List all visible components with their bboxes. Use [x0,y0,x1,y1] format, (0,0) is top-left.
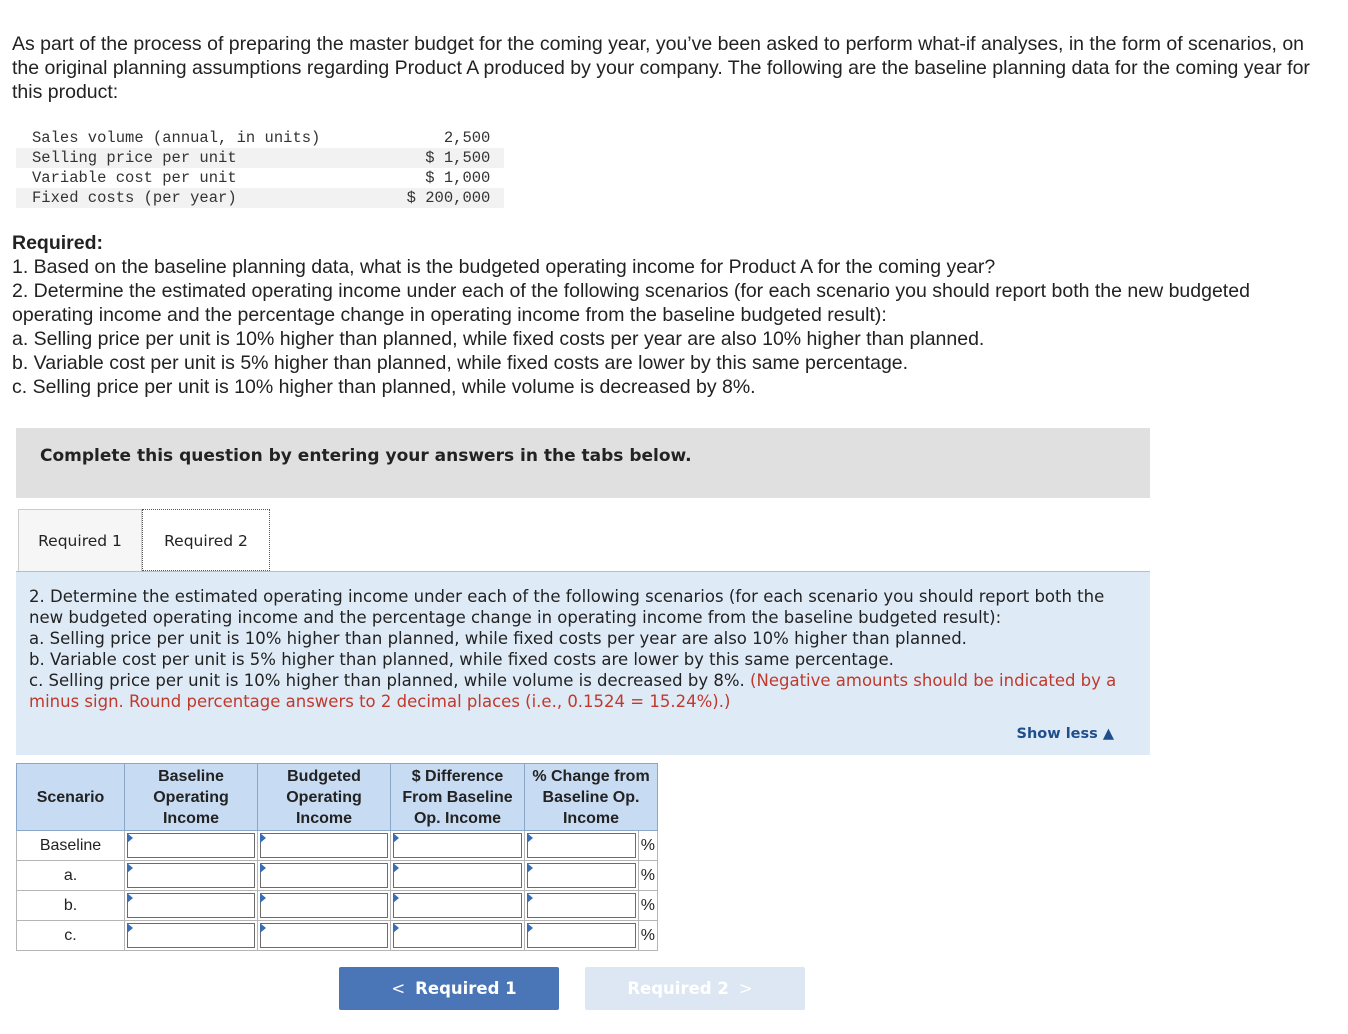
table-row [17,861,658,891]
required-item: 2. Determine the estimated operating income under each of the following scenarios (for each scenario you should report both the new budgeted operating income and the percentage change in operating income from the baseline budgeted result): [12,280,1250,326]
next-required-button[interactable] [585,967,805,1010]
col-header-scenario: Scenario [17,764,125,831]
percent-sign: % [638,891,657,921]
prev-label: Required 1 [415,979,517,998]
required-section [12,231,1312,399]
percent-sign: % [638,831,657,861]
difference-input[interactable] [391,891,525,921]
baseline-row: Fixed costs (per year) $ 200,000 [16,188,504,208]
rounding-note: (Negative amounts should be indicated by a minus sign. Round percentage answers to 2 decimal places (i.e., 0.1524 = 15.24%).) [29,671,1117,711]
table-row [17,831,658,861]
col-header-pct-change: % Change from Baseline Op. Income [525,764,658,831]
pct-change-input[interactable] [525,861,639,891]
table-row [17,921,658,951]
panel-line: b. Variable cost per unit is 5% higher than planned, while fixed costs are lower by this same percentage. [29,650,894,669]
baseline-row: Variable cost per unit $ 1,000 [32,169,491,187]
difference-input[interactable] [391,861,525,891]
budgeted-income-input[interactable] [258,891,391,921]
difference-input[interactable] [391,831,525,861]
difference-input[interactable] [391,921,525,951]
percent-sign: % [638,921,657,951]
panel-line: a. Selling price per unit is 10% higher than planned, while fixed costs per year are also 10% higher than planned. [29,629,967,648]
row-label: a. [17,861,125,891]
baseline-income-input[interactable] [125,891,258,921]
pct-change-input[interactable] [525,891,639,921]
required-item: b. Variable cost per unit is 5% higher than planned, while fixed costs are lower by this same percentage. [12,352,909,374]
col-header-budgeted: Budgeted Operating Income [258,764,391,831]
complete-prompt: Complete this question by entering your answers in the tabs below. [40,446,692,466]
panel-line: 2. Determine the estimated operating income under each of the following scenarios (for each scenario you should report both the new budgeted operating income and the percentage change in operating income from the baseline budgeted result): [29,587,1105,627]
row-label: b. [17,891,125,921]
triangle-up-icon: ▲ [1102,726,1114,742]
pct-change-input[interactable] [525,921,639,951]
baseline-data-table [16,128,504,208]
panel-last-line: c. Selling price per unit is 10% higher than planned, while volume is decreased by 8%. [29,671,745,690]
panel-text [29,586,1139,712]
show-less-link[interactable] [1017,726,1114,742]
header-row [17,764,658,831]
required-item: c. Selling price per unit is 10% higher than planned, while volume is decreased by 8%. [12,376,756,398]
budgeted-income-input[interactable] [258,921,391,951]
table-row [17,891,658,921]
baseline-income-input[interactable] [125,921,258,951]
required-item: a. Selling price per unit is 10% higher than planned, while fixed costs per year are also 10% higher than planned. [12,328,985,350]
intro-text: As part of the process of preparing the master budget for the coming year, you’ve been asked to perform what-if analyses, in the form of scenarios, on the original planning assumptions regarding Product A produced by your company. The following are the baseline planning data for the coming year for this product: [12,33,1310,103]
chevron-left-icon: < [391,979,406,998]
baseline-income-input[interactable] [125,831,258,861]
row-label: c. [17,921,125,951]
baseline-row: Sales volume (annual, in units) 2,500 [32,129,491,147]
col-header-baseline: Baseline Operating Income [125,764,258,831]
panel-line [29,670,1139,712]
answer-table [16,763,658,951]
row-label: Baseline [17,831,125,861]
baseline-row: Selling price per unit $ 1,500 [16,148,504,168]
budgeted-income-input[interactable] [258,831,391,861]
percent-sign: % [638,861,657,891]
show-less-label: Show less [1016,726,1098,742]
complete-prompt-box [16,428,1150,498]
required-item: 1. Based on the baseline planning data, what is the budgeted operating income for Product A for the coming year? [12,256,996,278]
pct-change-input[interactable] [525,831,639,861]
required-heading: Required: [12,232,104,254]
tab-required-2[interactable]: Required 2 [142,509,270,571]
chevron-right-icon: > [738,979,753,998]
col-header-difference: $ Difference From Baseline Op. Income [391,764,525,831]
question-panel [16,571,1150,755]
tab-required-1[interactable]: Required 1 [18,509,142,571]
budgeted-income-input[interactable] [258,861,391,891]
next-label: Required 2 [627,979,729,998]
prev-required-button[interactable] [339,967,559,1010]
baseline-income-input[interactable] [125,861,258,891]
